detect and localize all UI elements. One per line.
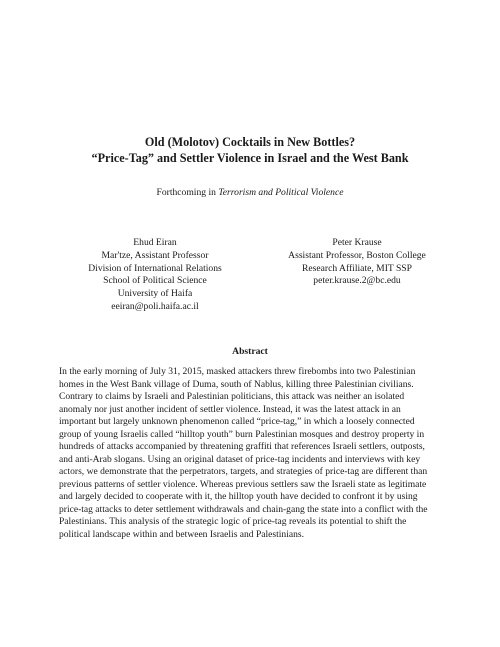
author-affiliation: Mar'tze, Assistant Professor — [101, 249, 209, 261]
abstract-line: Palestinians. This analysis of the strategic logic of price-tag reveals its potential to shift the — [59, 516, 407, 527]
author-affiliation: Research Affiliate, MIT SSP — [302, 262, 412, 274]
author-email: peter.krause.2@bc.edu — [313, 275, 401, 287]
abstract-line: anomaly nor just another incident of settler violence. Instead, it was the latest attack in an — [59, 403, 401, 415]
author-affiliation: University of Haifa — [117, 288, 193, 300]
abstract-line: previous patterns of settler violence. Whereas previous settlers saw the Israeli state as legitimate — [59, 478, 427, 490]
abstract-line: price-tag attacks to deter settlement withdrawals and chain-gang the state into a conflict with the — [59, 503, 428, 515]
abstract-line: hundreds of attacks accompanied by threatening graffiti that references Israeli settlers, outposts, — [59, 441, 425, 452]
abstract-line: and anti-Arab slogans. Using an original dataset of price-tag incidents and interviews with key — [59, 453, 421, 465]
abstract-line: homes in the West Bank village of Duma, south of Nablus, killing three Palestinian civilians. — [59, 378, 414, 390]
title-line-1: Old (Molotov) Cocktails in New Bottles? — [144, 135, 356, 149]
abstract-body — [59, 366, 443, 541]
abstract-line: and largely decided to cooperate with it, the hilltop youth have decided to confront it by using — [59, 491, 418, 502]
abstract-line: political landscape within and between Israelis and Palestinians. — [59, 528, 304, 540]
abstract-line: In the early morning of July 31, 2015, masked attackers threw firebombs into two Palestinian — [59, 366, 416, 377]
author-email: eeiran@poli.haifa.ac.il — [111, 300, 199, 312]
abstract-line: group of young Israelis called “hilltop youth” burn Palestinian mosques and destroy property in — [59, 428, 425, 440]
publication-note — [0, 187, 500, 199]
abstract-line: important but largely unknown phenomenon called “price-tag,” in which a loosely connected — [59, 416, 415, 427]
author-block-2 — [248, 237, 466, 288]
author-name: Peter Krause — [332, 237, 382, 248]
journal-name: Terrorism and Political Violence — [218, 187, 344, 198]
author-affiliation: Division of International Relations — [88, 262, 222, 274]
abstract-line: actors, we demonstrate that the perpetrators, targets, and strategies of price-tag are different than — [59, 466, 428, 477]
abstract-heading: Abstract — [232, 346, 268, 357]
author-name: Ehud Eiran — [133, 237, 177, 248]
author-affiliation: Assistant Professor, Boston College — [288, 249, 426, 261]
forthcoming-prefix: Forthcoming in — [156, 187, 219, 198]
abstract-line: Contrary to claims by Israeli and Palestinian politicians, this attack was neither an isolated — [59, 391, 405, 402]
author-affiliation: School of Political Science — [103, 275, 207, 287]
title-line-2: “Price-Tag” and Settler Violence in Israel and the West Bank — [91, 151, 409, 165]
paper-title — [0, 134, 500, 166]
author-block-1 — [55, 237, 255, 314]
